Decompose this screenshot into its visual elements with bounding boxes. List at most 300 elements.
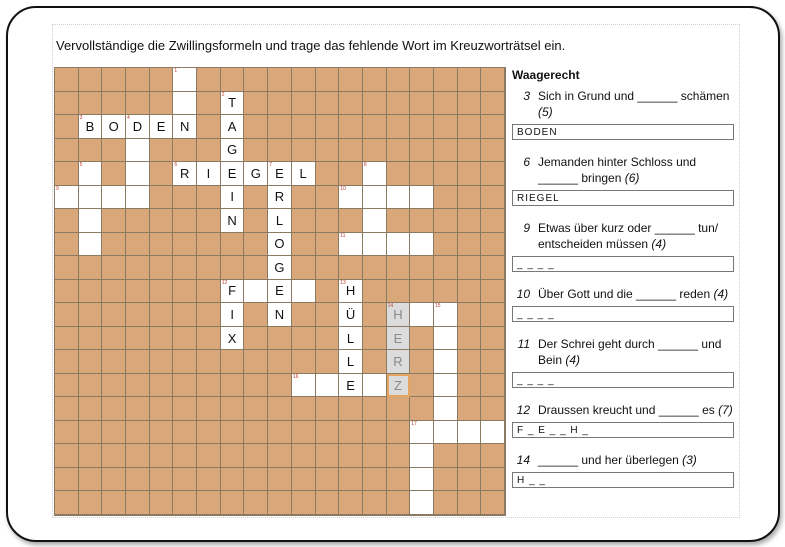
blocked-cell	[55, 303, 79, 327]
blocked-cell	[339, 491, 363, 515]
blocked-cell	[79, 280, 103, 304]
blocked-cell	[197, 280, 221, 304]
blocked-cell	[55, 374, 79, 398]
blocked-cell	[268, 350, 292, 374]
blocked-cell	[197, 327, 221, 351]
clue-letter-count: (4)	[713, 287, 729, 301]
blocked-cell	[363, 115, 387, 139]
cell-letter: R	[274, 189, 285, 205]
cell-letter: G	[274, 259, 285, 275]
blocked-cell	[126, 280, 150, 304]
grid-cell[interactable]	[55, 186, 79, 210]
blocked-cell	[79, 256, 103, 280]
cell-letter: E	[227, 165, 237, 181]
answer-field-12[interactable]: F _ E _ _ H _	[512, 422, 734, 438]
grid-cell[interactable]	[339, 327, 363, 351]
blocked-cell	[126, 92, 150, 116]
grid-cell[interactable]	[363, 162, 387, 186]
grid-cell[interactable]	[221, 280, 245, 304]
blocked-cell	[197, 350, 221, 374]
blocked-cell	[244, 303, 268, 327]
blocked-cell	[173, 468, 197, 492]
blocked-cell	[197, 491, 221, 515]
grid-cell[interactable]	[387, 327, 411, 351]
grid-cell[interactable]	[102, 115, 126, 139]
clue-text: Jemanden hinter Schloss und ______ bringen	[538, 155, 697, 185]
blocked-cell	[481, 280, 505, 304]
grid-cell[interactable]	[387, 186, 411, 210]
blocked-cell	[79, 68, 103, 92]
grid-cell[interactable]	[387, 303, 411, 327]
blocked-cell	[410, 327, 434, 351]
blocked-cell	[339, 115, 363, 139]
cell-letter: Z	[393, 377, 402, 393]
blocked-cell	[434, 256, 458, 280]
grid-cell[interactable]	[292, 374, 316, 398]
grid-cell[interactable]	[79, 186, 103, 210]
grid-cell[interactable]	[292, 162, 316, 186]
blocked-cell	[339, 397, 363, 421]
grid-cell[interactable]	[79, 209, 103, 233]
blocked-cell	[481, 162, 505, 186]
blocked-cell	[481, 186, 505, 210]
grid-cell[interactable]	[150, 115, 174, 139]
grid-cell[interactable]	[197, 162, 221, 186]
blocked-cell	[150, 491, 174, 515]
grid-cell[interactable]	[363, 209, 387, 233]
blocked-cell	[458, 186, 482, 210]
cell-letter: G	[250, 165, 261, 181]
blocked-cell	[197, 186, 221, 210]
blocked-cell	[244, 444, 268, 468]
blocked-cell	[244, 350, 268, 374]
blocked-cell	[268, 421, 292, 445]
blocked-cell	[221, 350, 245, 374]
answer-field-10[interactable]: _ _ _ _	[512, 306, 734, 322]
cell-number: 15	[434, 303, 441, 310]
blocked-cell	[363, 256, 387, 280]
grid-cell[interactable]	[434, 350, 458, 374]
clue-number: 9	[523, 221, 530, 235]
blocked-cell	[102, 397, 126, 421]
blocked-cell	[363, 491, 387, 515]
grid-cell[interactable]	[339, 303, 363, 327]
blocked-cell	[55, 350, 79, 374]
clue-letter-count: (5)	[538, 105, 553, 119]
grid-cell[interactable]	[79, 233, 103, 257]
blocked-cell	[244, 186, 268, 210]
clue-number: 11	[517, 337, 530, 351]
blocked-cell	[102, 209, 126, 233]
blocked-cell	[481, 92, 505, 116]
cell-number: 6	[174, 162, 178, 169]
blocked-cell	[244, 421, 268, 445]
blocked-cell	[55, 397, 79, 421]
blocked-cell	[150, 444, 174, 468]
grid-cell[interactable]	[434, 327, 458, 351]
clue-3	[512, 88, 736, 120]
grid-cell[interactable]	[434, 397, 458, 421]
blocked-cell	[55, 491, 79, 515]
blocked-cell	[150, 397, 174, 421]
blocked-cell	[197, 139, 221, 163]
grid-cell[interactable]	[481, 421, 505, 445]
grid-cell[interactable]	[79, 162, 103, 186]
blocked-cell	[410, 397, 434, 421]
blocked-cell	[102, 68, 126, 92]
grid-cell[interactable]	[221, 209, 245, 233]
blocked-cell	[481, 115, 505, 139]
grid-cell[interactable]	[339, 280, 363, 304]
grid-cell[interactable]	[268, 303, 292, 327]
blocked-cell	[126, 444, 150, 468]
blocked-cell	[197, 468, 221, 492]
blocked-cell	[316, 421, 340, 445]
blocked-cell	[150, 350, 174, 374]
blocked-cell	[339, 468, 363, 492]
blocked-cell	[387, 256, 411, 280]
blocked-cell	[244, 397, 268, 421]
blocked-cell	[387, 468, 411, 492]
clue-number: 10	[516, 287, 530, 301]
blocked-cell	[316, 209, 340, 233]
grid-cell[interactable]	[410, 491, 434, 515]
cell-number: 5	[79, 162, 83, 169]
blocked-cell	[434, 468, 458, 492]
blocked-cell	[481, 468, 505, 492]
blocked-cell	[410, 256, 434, 280]
blocked-cell	[173, 397, 197, 421]
cell-letter: I	[230, 189, 234, 205]
cell-letter: E	[346, 377, 355, 393]
blocked-cell	[268, 491, 292, 515]
grid-cell[interactable]	[434, 374, 458, 398]
grid-cell[interactable]	[268, 256, 292, 280]
clue-6	[512, 154, 736, 186]
blocked-cell	[173, 186, 197, 210]
blocked-cell	[316, 397, 340, 421]
cell-letter: H	[345, 283, 356, 299]
blocked-cell	[292, 468, 316, 492]
cell-letter: B	[85, 118, 95, 134]
blocked-cell	[292, 491, 316, 515]
blocked-cell	[481, 350, 505, 374]
blocked-cell	[79, 303, 103, 327]
grid-cell[interactable]	[126, 139, 150, 163]
clue-12	[512, 402, 736, 418]
blocked-cell	[197, 421, 221, 445]
blocked-cell	[410, 92, 434, 116]
grid-cell[interactable]	[268, 186, 292, 210]
cell-letter: X	[227, 330, 237, 346]
cell-letter: F	[228, 283, 237, 299]
blocked-cell	[434, 233, 458, 257]
blocked-cell	[292, 350, 316, 374]
grid-cell[interactable]	[387, 350, 411, 374]
grid-cell[interactable]	[410, 421, 434, 445]
grid-cell[interactable]	[387, 233, 411, 257]
answer-field-6[interactable]: RIEGEL	[512, 190, 734, 206]
blocked-cell	[292, 327, 316, 351]
blocked-cell	[292, 303, 316, 327]
blocked-cell	[316, 68, 340, 92]
blocked-cell	[221, 374, 245, 398]
blocked-cell	[316, 444, 340, 468]
cell-letter: E	[275, 165, 284, 181]
blocked-cell	[363, 92, 387, 116]
clue-number: 14	[516, 453, 530, 467]
instruction-text: Vervollständige die Zwillingsformeln und trage das fehlende Wort im Kreuzworträtsel ein.	[56, 38, 566, 53]
grid-cell[interactable]	[126, 162, 150, 186]
cell-letter: L	[299, 165, 307, 181]
blocked-cell	[481, 68, 505, 92]
grid-cell[interactable]	[292, 280, 316, 304]
grid-cell[interactable]	[102, 186, 126, 210]
blocked-cell	[316, 139, 340, 163]
cell-number: 2	[221, 91, 225, 98]
clue-block-3	[512, 88, 736, 140]
grid-cell[interactable]	[410, 186, 434, 210]
blocked-cell	[55, 162, 79, 186]
grid-cell[interactable]	[221, 115, 245, 139]
blocked-cell	[339, 162, 363, 186]
blocked-cell	[102, 444, 126, 468]
clue-text: Draussen kreucht und ______ es	[538, 403, 715, 417]
cell-letter: I	[206, 165, 211, 181]
cell-number: 10	[340, 185, 346, 192]
grid-cell[interactable]	[434, 421, 458, 445]
cell-letter: N	[274, 307, 285, 323]
clue-11	[512, 336, 736, 368]
blocked-cell	[410, 139, 434, 163]
blocked-cell	[410, 350, 434, 374]
blocked-cell	[458, 115, 482, 139]
blocked-cell	[434, 444, 458, 468]
blocked-cell	[363, 280, 387, 304]
blocked-cell	[102, 374, 126, 398]
blocked-cell	[268, 139, 292, 163]
grid-cell[interactable]	[458, 421, 482, 445]
grid-cell[interactable]	[268, 209, 292, 233]
clue-letter-count: (4)	[651, 237, 667, 251]
blocked-cell	[292, 209, 316, 233]
blocked-cell	[173, 233, 197, 257]
grid-cell[interactable]	[221, 303, 245, 327]
grid-cell[interactable]	[387, 374, 411, 398]
grid-cell[interactable]	[173, 162, 197, 186]
clue-number: 6	[523, 155, 530, 169]
blocked-cell	[55, 444, 79, 468]
cell-letter: L	[346, 354, 355, 370]
blocked-cell	[126, 303, 150, 327]
blocked-cell	[102, 468, 126, 492]
clue-letter-count: (3)	[682, 453, 697, 467]
cell-number: 17	[411, 420, 417, 427]
blocked-cell	[292, 421, 316, 445]
blocked-cell	[55, 468, 79, 492]
grid-cell[interactable]	[339, 374, 363, 398]
blocked-cell	[102, 327, 126, 351]
blocked-cell	[481, 209, 505, 233]
clue-block-9	[512, 220, 736, 272]
blocked-cell	[387, 491, 411, 515]
clue-block-6	[512, 154, 736, 206]
blocked-cell	[434, 186, 458, 210]
grid-cell[interactable]	[316, 374, 340, 398]
blocked-cell	[292, 233, 316, 257]
blocked-cell	[102, 491, 126, 515]
blocked-cell	[244, 468, 268, 492]
grid-cell[interactable]	[268, 162, 292, 186]
grid-cell[interactable]	[339, 186, 363, 210]
clue-text: Etwas über kurz oder ______ tun/ entscheiden müssen	[538, 221, 719, 251]
blocked-cell	[434, 280, 458, 304]
blocked-cell	[458, 374, 482, 398]
answer-field-3[interactable]: BODEN	[512, 124, 734, 140]
grid-cell[interactable]	[434, 303, 458, 327]
blocked-cell	[79, 444, 103, 468]
blocked-cell	[244, 139, 268, 163]
blocked-cell	[410, 280, 434, 304]
blocked-cell	[292, 256, 316, 280]
blocked-cell	[244, 209, 268, 233]
grid-cell[interactable]	[410, 303, 434, 327]
grid-cell[interactable]	[173, 115, 197, 139]
blocked-cell	[363, 397, 387, 421]
blocked-cell	[102, 233, 126, 257]
cell-number: 16	[292, 373, 299, 380]
answer-field-9[interactable]: _ _ _ _	[512, 256, 734, 272]
clue-number: 12	[516, 403, 530, 417]
blocked-cell	[387, 162, 411, 186]
blocked-cell	[150, 280, 174, 304]
blocked-cell	[387, 209, 411, 233]
blocked-cell	[126, 327, 150, 351]
blocked-cell	[339, 92, 363, 116]
grid-cell[interactable]	[173, 68, 197, 92]
answer-field-11[interactable]: _ _ _ _	[512, 372, 734, 388]
answer-field-14[interactable]: H _ _	[512, 472, 734, 488]
blocked-cell	[102, 256, 126, 280]
grid-cell[interactable]	[126, 115, 150, 139]
blocked-cell	[316, 303, 340, 327]
grid-cell[interactable]	[173, 92, 197, 116]
blocked-cell	[150, 68, 174, 92]
grid-cell[interactable]	[79, 115, 103, 139]
blocked-cell	[458, 68, 482, 92]
blocked-cell	[434, 209, 458, 233]
blocked-cell	[55, 139, 79, 163]
blocked-cell	[339, 139, 363, 163]
blocked-cell	[316, 162, 340, 186]
cell-number: 8	[363, 162, 367, 169]
grid-cell[interactable]	[410, 468, 434, 492]
blocked-cell	[197, 444, 221, 468]
cell-letter: D	[132, 118, 143, 134]
grid-cell[interactable]	[126, 186, 150, 210]
grid-cell[interactable]	[221, 327, 245, 351]
blocked-cell	[79, 468, 103, 492]
blocked-cell	[481, 397, 505, 421]
grid-cell[interactable]	[244, 280, 268, 304]
blocked-cell	[387, 280, 411, 304]
blocked-cell	[173, 350, 197, 374]
blocked-cell	[55, 115, 79, 139]
cell-letter: O	[274, 236, 285, 252]
blocked-cell	[150, 92, 174, 116]
blocked-cell	[197, 256, 221, 280]
blocked-cell	[481, 491, 505, 515]
blocked-cell	[458, 139, 482, 163]
blocked-cell	[126, 233, 150, 257]
grid-cell[interactable]	[363, 186, 387, 210]
clue-text: ______ und her überlegen	[538, 453, 679, 467]
blocked-cell	[387, 397, 411, 421]
cell-letter: Ü	[345, 307, 356, 323]
blocked-cell	[150, 256, 174, 280]
cell-number: 3	[79, 115, 83, 122]
blocked-cell	[102, 303, 126, 327]
blocked-cell	[292, 397, 316, 421]
blocked-cell	[150, 139, 174, 163]
grid-cell[interactable]	[221, 162, 245, 186]
blocked-cell	[363, 421, 387, 445]
clues-panel	[512, 68, 736, 502]
clue-block-12	[512, 402, 736, 438]
crossword-grid	[54, 67, 506, 516]
blocked-cell	[221, 491, 245, 515]
grid-cell[interactable]	[268, 280, 292, 304]
grid-cell[interactable]	[221, 139, 245, 163]
blocked-cell	[268, 444, 292, 468]
blocked-cell	[292, 139, 316, 163]
blocked-cell	[410, 209, 434, 233]
blocked-cell	[268, 468, 292, 492]
blocked-cell	[126, 256, 150, 280]
grid-cell[interactable]	[339, 233, 363, 257]
blocked-cell	[244, 374, 268, 398]
grid-cell[interactable]	[268, 233, 292, 257]
cell-letter: E	[275, 283, 284, 299]
grid-cell[interactable]	[339, 350, 363, 374]
blocked-cell	[150, 303, 174, 327]
grid-cell[interactable]	[244, 162, 268, 186]
grid-cell[interactable]	[410, 444, 434, 468]
grid-cell[interactable]	[221, 186, 245, 210]
blocked-cell	[292, 444, 316, 468]
cell-letter: R	[393, 354, 403, 370]
blocked-cell	[244, 256, 268, 280]
blocked-cell	[150, 162, 174, 186]
blocked-cell	[458, 209, 482, 233]
blocked-cell	[197, 68, 221, 92]
cell-letter: T	[228, 95, 237, 111]
blocked-cell	[102, 421, 126, 445]
blocked-cell	[458, 491, 482, 515]
blocked-cell	[126, 374, 150, 398]
blocked-cell	[102, 350, 126, 374]
grid-cell[interactable]	[410, 233, 434, 257]
blocked-cell	[434, 115, 458, 139]
grid-cell[interactable]	[221, 92, 245, 116]
blocked-cell	[221, 421, 245, 445]
blocked-cell	[173, 374, 197, 398]
blocked-cell	[363, 350, 387, 374]
grid-cell[interactable]	[363, 374, 387, 398]
cell-number: 12	[221, 279, 228, 286]
grid-cell[interactable]	[363, 233, 387, 257]
blocked-cell	[197, 374, 221, 398]
